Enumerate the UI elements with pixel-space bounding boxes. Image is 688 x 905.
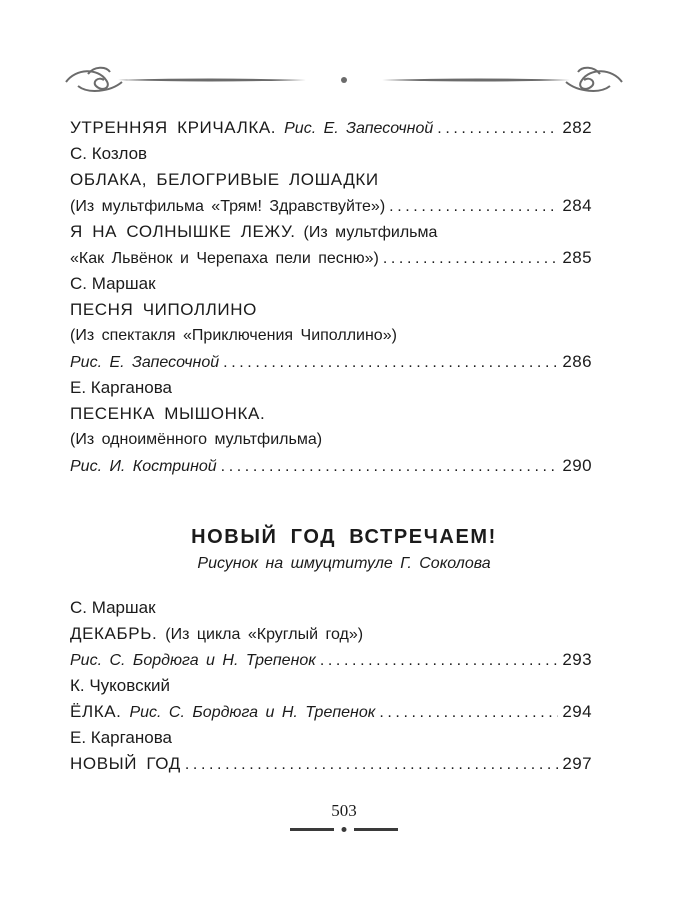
entry-author: С. Маршак (70, 274, 156, 293)
entry-illustrator: Рис. С. Бордюга и Н. Трепенок (70, 652, 316, 669)
dot-leader (185, 752, 559, 778)
toc-entry-line (70, 699, 592, 725)
dot-leader (389, 194, 558, 220)
dot-leader (223, 350, 558, 376)
entry-illustrator: Рис. И. Костриной (70, 458, 217, 475)
entry-author: Е. Карганова (70, 378, 173, 397)
entry-note: (Из спектакля «Приключения Чиполлино») (70, 327, 397, 344)
entry-note: (Из мультфильма «Трям! Здравствуйте») (70, 198, 386, 215)
dot-leader (221, 454, 559, 480)
entry-title: ПЕСНЯ ЧИПОЛЛИНО (70, 300, 257, 319)
toc-entry-line (70, 219, 592, 245)
entry-page-number: 293 (562, 650, 592, 669)
toc-entry-line (70, 621, 592, 647)
entry-title: УТРЕННЯЯ КРИЧАЛКА. (70, 118, 277, 137)
entry-note: (Из мультфильма (303, 224, 438, 241)
toc-entry-line (70, 245, 592, 271)
entry-author: С. Маршак (70, 598, 156, 617)
entry-note: «Как Львёнок и Черепаха пели песню») (70, 250, 379, 267)
entry-page-number: 297 (562, 754, 592, 773)
entry-author: С. Козлов (70, 144, 148, 163)
entry-title: НОВЫЙ ГОД (70, 754, 181, 773)
entry-page-number: 294 (562, 702, 592, 721)
entry-page-number: 286 (562, 352, 592, 371)
toc-list-bottom (70, 595, 592, 777)
dot-leader (383, 246, 559, 272)
entry-title: Я НА СОЛНЫШКЕ ЛЕЖУ. (70, 222, 296, 241)
dot-leader (437, 116, 558, 142)
page-number-ornament (290, 824, 398, 834)
ornament-divider (58, 60, 630, 98)
section-title: НОВЫЙ ГОД ВСТРЕЧАЕМ! (191, 526, 497, 548)
entry-note: (Из цикла «Круглый год») (165, 626, 364, 643)
entry-page-number: 285 (562, 248, 592, 267)
entry-page-number: 284 (562, 196, 592, 215)
toc-entry-line (70, 647, 592, 673)
entry-author: К. Чуковский (70, 676, 171, 695)
toc-list-top (70, 115, 592, 479)
toc-entry-line (70, 193, 592, 219)
toc-entry-line (70, 453, 592, 479)
entry-title: ПЕСЕНКА МЫШОНКА. (70, 404, 266, 423)
entry-title: ОБЛАКА, БЕЛОГРИВЫЕ ЛОШАДКИ (70, 170, 379, 189)
section-subtitle: Рисунок на шмуцтитуле Г. Соколова (197, 555, 491, 572)
dot-leader (379, 700, 558, 726)
page-number: 503 (331, 801, 357, 820)
entry-illustrator: Рис. Е. Запесочной (70, 354, 220, 371)
toc-entry-line (70, 115, 592, 141)
entry-illustrator: Рис. С. Бордюга и Н. Трепенок (129, 704, 376, 721)
entry-author: Е. Карганова (70, 728, 173, 747)
entry-illustrator: Рис. Е. Запесочной (284, 120, 434, 137)
toc-entry-line (70, 751, 592, 777)
toc-entry-line (70, 349, 592, 375)
entry-page-number: 282 (562, 118, 592, 137)
dot-leader (320, 648, 559, 674)
entry-page-number: 290 (562, 456, 592, 475)
entry-title: ЁЛКА. (70, 702, 122, 721)
entry-title: ДЕКАБРЬ. (70, 624, 158, 643)
entry-note: (Из одноимённого мультфильма) (70, 431, 323, 448)
